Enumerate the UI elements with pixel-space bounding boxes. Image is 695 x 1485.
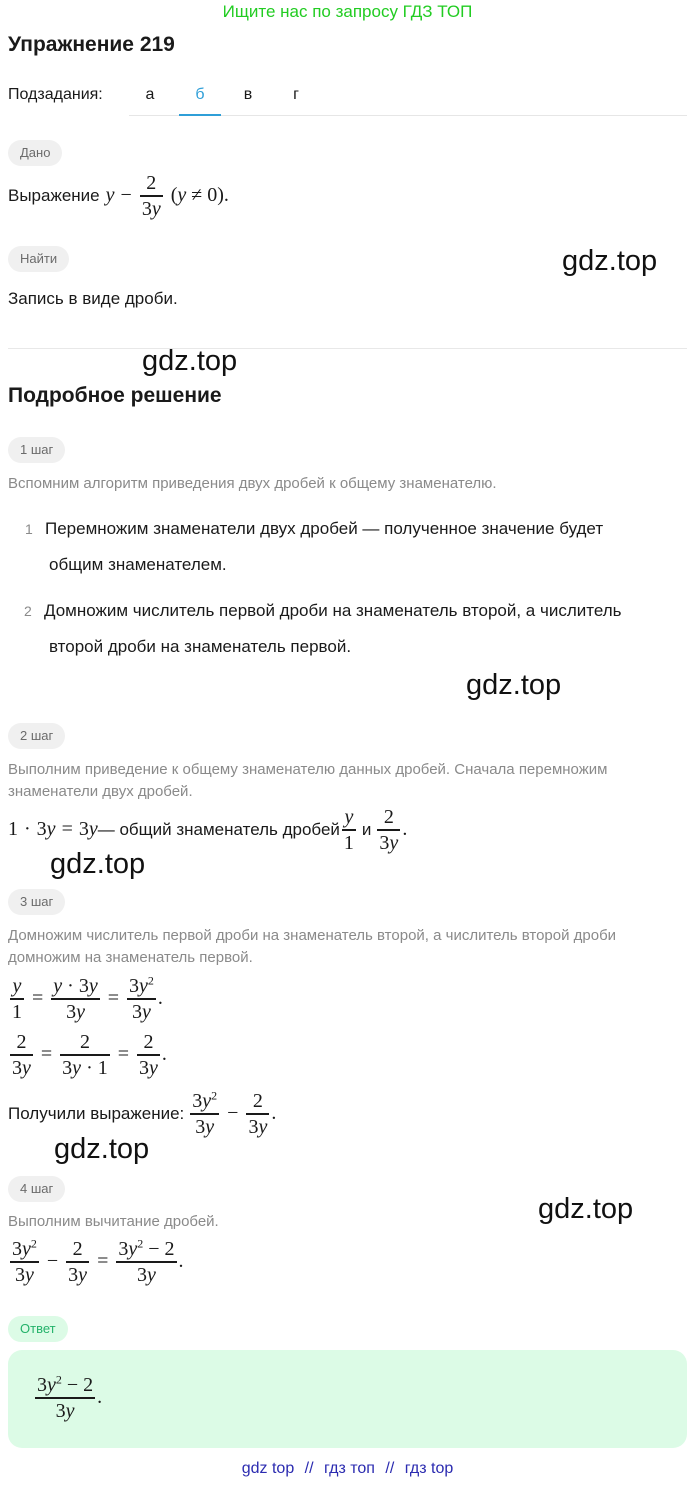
step-2-pill: 2 шаг (8, 723, 65, 749)
step-4-pill: 4 шаг (8, 1176, 65, 1202)
subtask-tab-v[interactable]: в (243, 86, 253, 103)
watermark: gdz.top (538, 1193, 634, 1225)
watermark: gdz.top (142, 345, 238, 377)
footer-separator: // (304, 1460, 314, 1477)
search-banner[interactable]: Ищите нас по запросу ГДЗ ТОП (222, 2, 473, 21)
watermark: gdz.top (466, 669, 562, 701)
find-text: Запись в виде дроби. (8, 289, 178, 308)
step-3-result (8, 1090, 276, 1138)
subtasks-label: Подзадания: (8, 86, 103, 103)
find-pill: Найти (8, 246, 69, 272)
footer-separator: // (385, 1460, 395, 1477)
given-statement (8, 172, 229, 220)
step-2-and: и (361, 819, 372, 839)
subtask-tab-g[interactable]: г (293, 86, 299, 103)
list-item-line: второй дроби на знаменатель первой. (49, 637, 352, 656)
subtask-tab-b[interactable]: б (179, 76, 221, 116)
footer-link[interactable]: gdz top (241, 1460, 295, 1477)
watermark: gdz.top (562, 245, 658, 277)
given-expression: y − $\frac{2}{3y}$ (y ≠ 0). (105, 172, 229, 220)
list-item-line: общим знаменателем. (49, 555, 227, 574)
given-text: Выражение (8, 185, 100, 205)
step-4-intro: Выполним вычитание дробей. (8, 1213, 219, 1230)
step-1-pill: 1 шаг (8, 437, 65, 463)
footer-link[interactable]: гдз top (404, 1460, 454, 1477)
subtask-tab-a[interactable]: а (145, 86, 155, 103)
footer-link[interactable]: гдз топ (324, 1460, 375, 1477)
footer-links (0, 1460, 695, 1478)
step-3-pill: 3 шаг (8, 889, 65, 915)
step-4-formula: $\frac{3y^2}{3y}$ − $\frac{2}{3y}$ = $\frac{3y^2 - 2}{3y}$ . (12, 1236, 184, 1286)
step-3-formula-2: $\frac{2}{3y}$ = $\frac{2}{3y \cdot 1}$ = $\frac{2}{3y}$ . (12, 1031, 167, 1079)
solution-title: Подробное решение (8, 384, 222, 407)
answer-formula: $\frac{3y^2 - 2}{3y}$ . (37, 1372, 103, 1422)
watermark: gdz.top (54, 1133, 150, 1165)
step-2-formula: 1 · 3 y = 3 y — общий знаменатель дробей $\frac{y}{1}$ и $\frac{2}{3y}$ . (8, 806, 408, 854)
step-3-formula-1: $\frac{y}{1}$ = $\frac{y \cdot 3y}{3y}$ = $\frac{3y^2}{3y}$ . (12, 973, 163, 1023)
answer-box (8, 1350, 687, 1448)
step-3-result-expression: $\frac{3y^2}{3y}$ − $\frac{2}{3y}$ . (192, 1088, 277, 1138)
step-2-intro-line: Выполним приведение к общему знаменателю данных дробей. Сначала перемножим (8, 761, 608, 778)
section-divider (8, 348, 687, 349)
list-item-line: Перемножим знаменатели двух дробей — полученное значение будет (45, 519, 604, 538)
list-item-line: Домножим числитель первой дроби на знаменатель второй, а числитель (44, 601, 622, 620)
given-pill: Дано (8, 140, 62, 166)
step-3-intro-line: домножим на знаменатель первой. (8, 949, 253, 966)
step-2-text: — общий знаменатель дробей (97, 819, 340, 839)
step-3-intro-line: Домножим числитель первой дроби на знаменатель второй, а числитель второй дроби (8, 927, 617, 944)
step-3-got: Получили выражение: (8, 1103, 185, 1123)
page-title: Упражнение 219 (8, 33, 175, 56)
answer-pill: Ответ (8, 1316, 68, 1342)
list-number: 2 (24, 603, 32, 619)
watermark: gdz.top (50, 848, 146, 880)
subtasks-bar (8, 76, 687, 116)
step-2-intro-line: знаменатели двух дробей. (8, 783, 193, 800)
list-number: 1 (25, 521, 33, 537)
step-1-intro: Вспомним алгоритм приведения двух дробей к общему знаменателю. (8, 475, 497, 492)
